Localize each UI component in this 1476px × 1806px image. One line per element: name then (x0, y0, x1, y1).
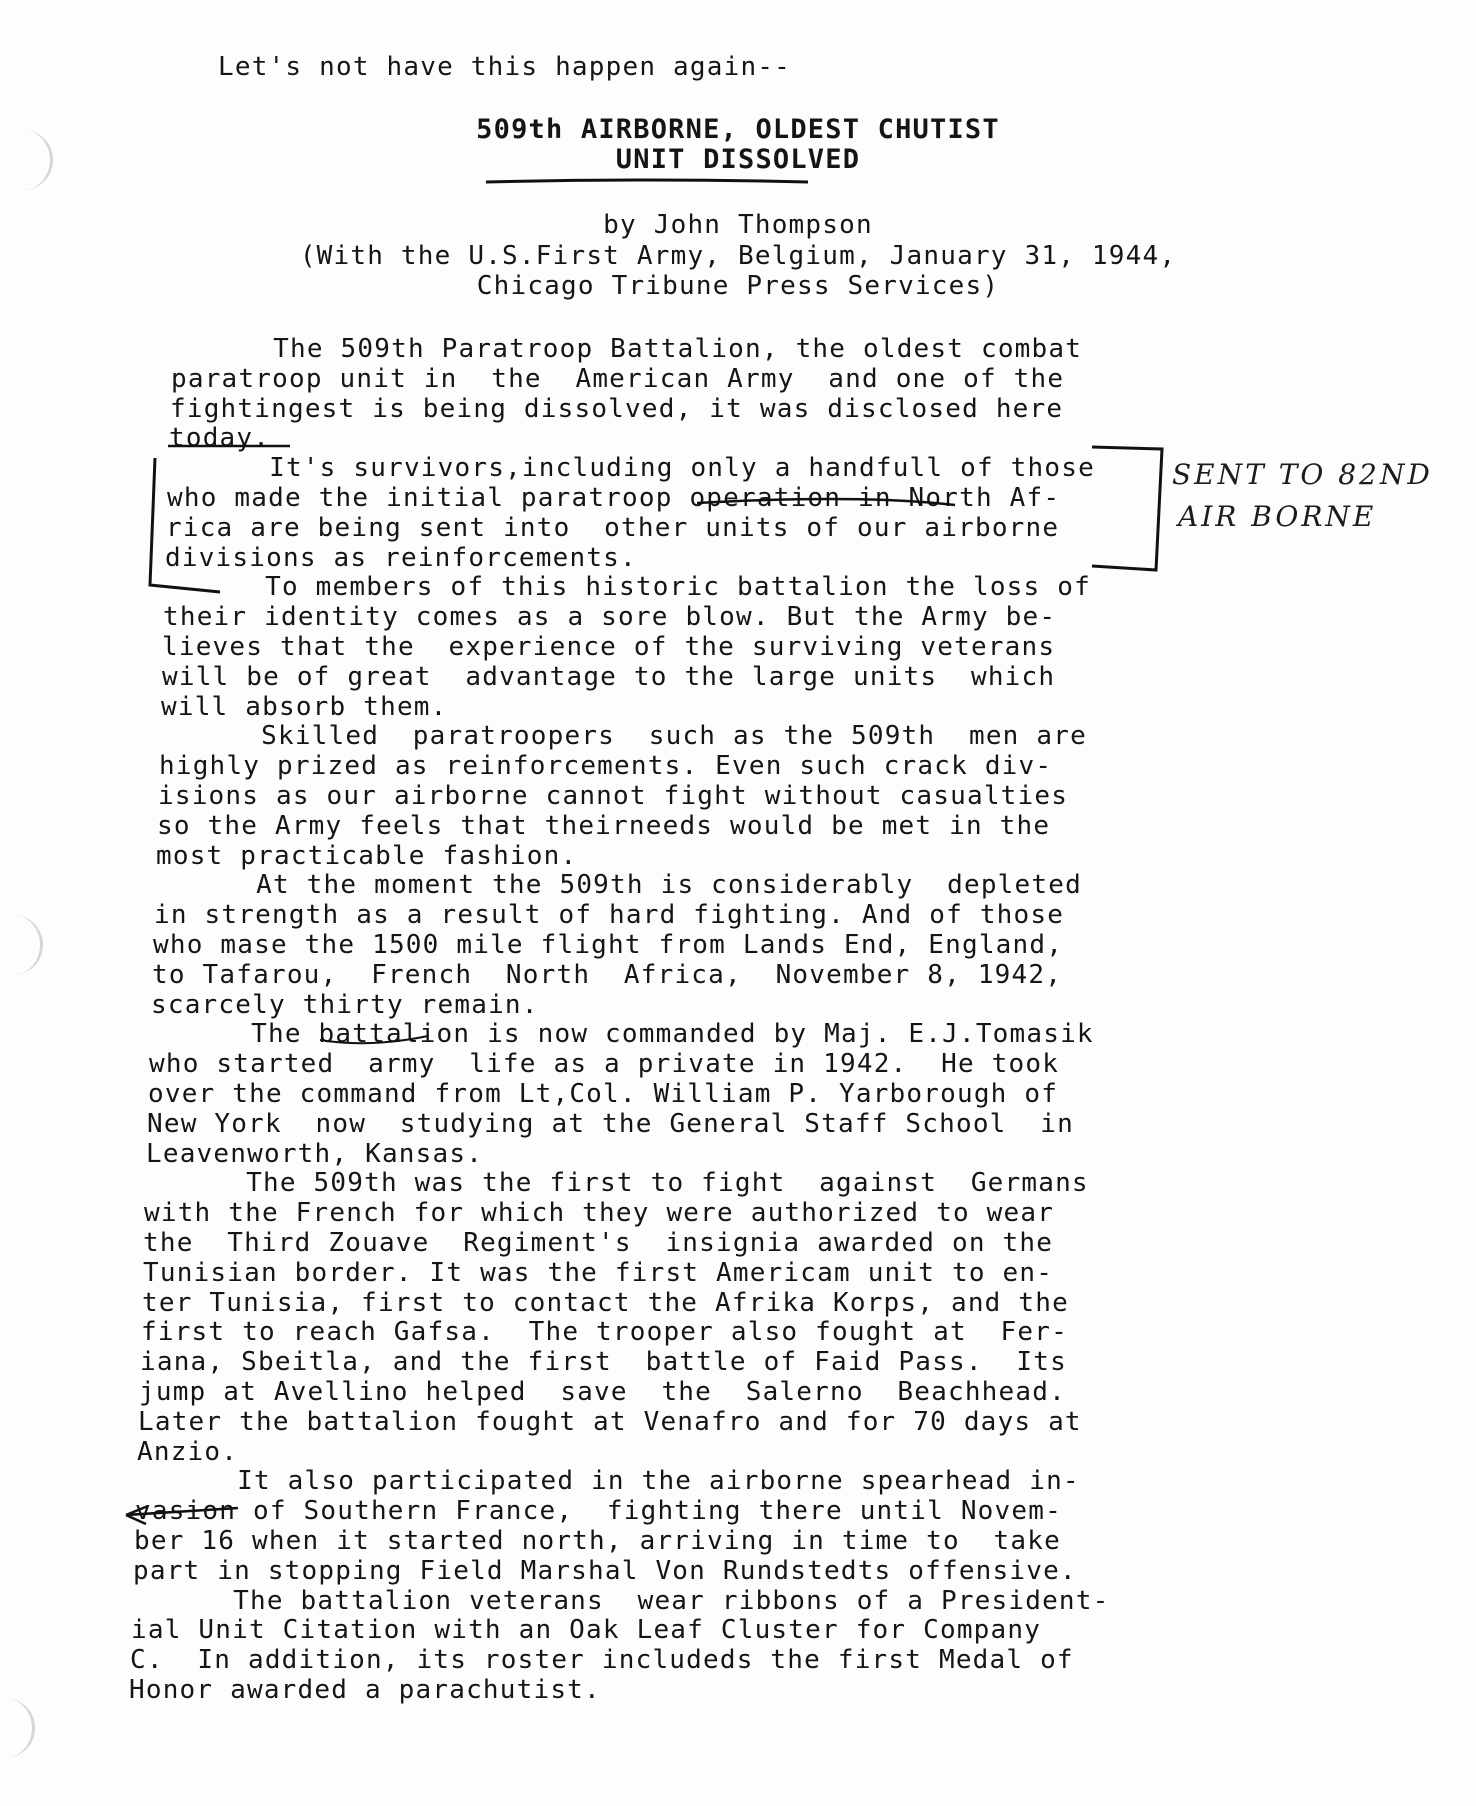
body-line: who started army life as a private in 1942. He took (149, 1049, 1060, 1079)
body-line: ial Unit Citation with an Oak Leaf Cluster for Company (131, 1615, 1042, 1645)
body-line: Honor awarded a parachutist. (129, 1675, 601, 1705)
body-line: the Third Zouave Regiment's insignia awarded on the (143, 1228, 1054, 1258)
body-line: most practicable fashion. (156, 841, 578, 871)
body-line: Skilled paratroopers such as the 509th men are (160, 721, 1087, 751)
handwritten-note-line-1: SENT TO 82ND (1172, 458, 1433, 491)
body-line: today. (169, 423, 271, 453)
body-line: Leavenworth, Kansas. (146, 1139, 484, 1169)
body-line: with the French for which they were authorized to wear (144, 1198, 1055, 1228)
body-line: who mase the 1500 mile flight from Lands End, England, (153, 930, 1064, 960)
body-line: isions as our airborne cannot fight without casualties (158, 781, 1069, 811)
binder-hole-mark (0, 915, 43, 975)
body-line: their identity comes as a sore blow. But the Army be- (163, 602, 1057, 632)
body-line: ter Tunisia, first to contact the Afrika Korps, and the (142, 1288, 1069, 1318)
body-line: jump at Avellino helped save the Salerno Beachhead. (139, 1377, 1066, 1407)
body-line: part in stopping Field Marshal Von Rundstedts offensive. (133, 1556, 1077, 1586)
body-line: The 509th was the first to fight against Germans (145, 1168, 1089, 1198)
body-line: to Tafarou, French North Africa, November 8, 1942, (152, 960, 1063, 990)
body-line: Tunisian border. It was the first Americam unit to en- (143, 1258, 1054, 1288)
article-title-line-1: 509th AIRBORNE, OLDEST CHUTIST (476, 114, 1000, 145)
body-line: rica are being sent into other units of our airborne (166, 513, 1060, 543)
body-line: over the command from Lt,Col. William P. Yarborough of (148, 1079, 1059, 1109)
body-line: who made the initial paratroop operation in North Af- (167, 483, 1061, 513)
body-line: iana, Sbeitla, and the first battle of Faid Pass. Its (140, 1347, 1067, 1377)
article-title-line-2: UNIT DISSOLVED (615, 144, 861, 175)
body-line: divisions as reinforcements. (165, 543, 637, 573)
body-line: in strength as a result of hard fighting. And of those (154, 900, 1065, 930)
body-line: fightingest is being dissolved, it was disclosed here (170, 394, 1064, 424)
body-line: To members of this historic battalion the loss of (164, 572, 1091, 602)
body-line: first to reach Gafsa. The trooper also fought at Fer- (141, 1317, 1068, 1347)
title-underline (486, 180, 808, 182)
body-line: New York now studying at the General Staff School in (147, 1109, 1074, 1139)
bracket-right-mark (1092, 447, 1162, 570)
dateline-line-2: Chicago Tribune Press Services) (476, 271, 1000, 301)
handwritten-note-line-2: AIR BORNE (1178, 500, 1377, 533)
body-line: It's survivors,including only a handfull of those (168, 453, 1095, 483)
body-line: Anzio. (137, 1437, 239, 1467)
body-line: Later the battalion fought at Venafro and for 70 days at (138, 1407, 1082, 1437)
body-line: ber 16 when it started north, arriving in time to take (134, 1526, 1061, 1556)
body-line: vasion of Southern France, fighting there until Novem- (135, 1496, 1062, 1526)
body-line: will be of great advantage to the large units which (162, 662, 1056, 692)
byline: by John Thompson (603, 210, 873, 240)
body-line: C. In addition, its roster includeds the first Medal of (130, 1645, 1074, 1675)
body-line: paratroop unit in the American Army and one of the (171, 364, 1065, 394)
body-line: At the moment the 509th is considerably depleted (155, 870, 1082, 900)
binder-hole-mark (0, 1698, 35, 1758)
body-line: lieves that the experience of the surviving veterans (162, 632, 1056, 662)
body-line: highly prized as reinforcements. Even such crack div- (159, 751, 1053, 781)
body-line: The battalion is now commanded by Maj. E.J.Tomasik (150, 1019, 1094, 1049)
body-line: will absorb them. (161, 692, 448, 722)
body-line: The battalion veterans wear ribbons of a President- (132, 1586, 1110, 1616)
dateline-line-1: (With the U.S.First Army, Belgium, January 31, 1944, (299, 241, 1177, 271)
body-line: It also participated in the airborne spearhead in- (136, 1466, 1080, 1496)
body-line: scarcely thirty remain. (151, 990, 539, 1020)
header-note: Let's not have this happen again-- (218, 52, 792, 82)
body-line: The 509th Paratroop Battalion, the oldest combat (172, 334, 1083, 364)
body-line: so the Army feels that theirneeds would be met in the (157, 811, 1051, 841)
